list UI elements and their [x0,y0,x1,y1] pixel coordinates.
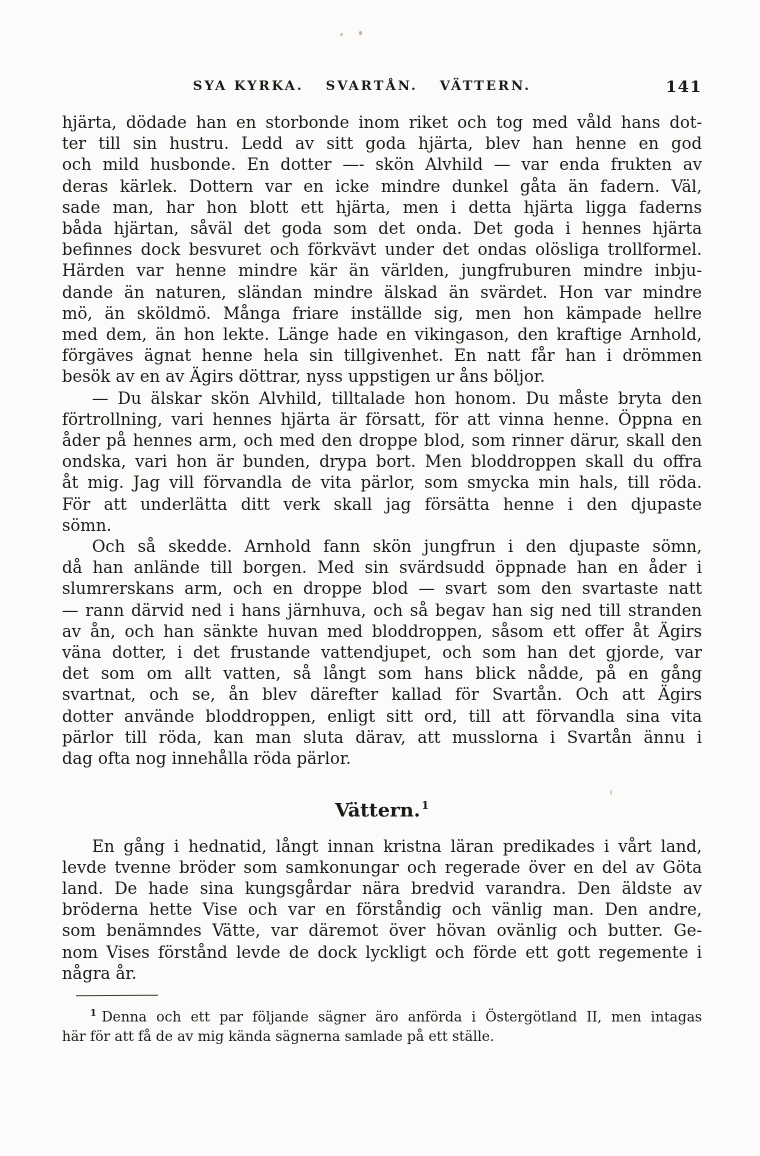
header-part-vattern: VÄTTERN. [439,79,532,94]
body-text [62,112,702,984]
text-line: nom Vises förstånd levde de dock lyckligt och förde ett gott regemente i [62,942,702,962]
text-line: några år. [62,963,137,983]
text-line: med dem, än hon lekte. Länge hade en vikingason, den kraftige Arnhold, [62,325,702,345]
text-line: För att underlätta ditt verk skall jag försätta henne i den djupaste [62,494,702,514]
header-part-sya-kyrka: SYA KYRKA. [192,79,304,94]
footnote-reference-mark: 1 [421,799,430,813]
text-block [62,78,702,1048]
text-line: det som om allt vatten, så långt som hans blick nådde, på en gång [62,664,702,684]
footnote-marker: 1 [90,1008,97,1020]
text-line: sade man, har hon blott ett hjärta, men i detta hjärta ligga faderns [62,197,702,217]
text-line: av ån, och han sänkte huvan med bloddroppen, såsom ett offer åt Ägirs [62,621,702,641]
section-heading-vattern [62,794,702,822]
text-line: besök av en av Ägirs döttrar, nyss uppstigen ur åns böljor. [62,367,546,387]
text-line: — rann därvid ned i hans järnhuva, och så begav han sig ned till stranden [62,600,702,620]
text-line: pärlor till röda, kan man sluta därav, att musslorna i Svartån ännu i [62,727,702,747]
text-line: slumrerskans arm, och en droppe blod — svart som den svartaste natt [62,579,702,599]
text-line: som benämndes Vätte, var däremot över hövan ovänlig och butter. Ge- [62,921,702,941]
text-line: och mild husbonde. En dotter —- skön Alvhild — var enda frukten av [62,155,702,175]
text-line: Härden var henne mindre kär än världen, jungfruburen mindre inbju- [62,261,702,281]
paragraph-svartan-dialogue [62,388,702,536]
paragraph-svartan-1 [62,112,702,388]
text-line: levde tvenne bröder som samkonungar och regerade över en del av Göta [62,857,702,877]
footnote [62,1004,702,1048]
running-header-titles [62,78,702,96]
text-line: En gång i hednatid, långt innan kristna läran predikades i vårt land, [92,836,702,856]
text-line: dande än naturen, sländan mindre älskad än svärdet. Hon var mindre [62,282,702,302]
text-line: åt mig. Jag vill förvandla de vita pärlor, som smycka min hals, till röda. [62,473,702,493]
text-line: ondska, vari hon är bunden, drypa bort. Men bloddroppen skall du offra [62,452,702,472]
text-line: bröderna hette Vise och var en förståndig och vänlig man. Den andre, [62,900,702,920]
header-part-svartan: SVARTÅN. [325,79,418,94]
footnote-line: här för att få de av mig kända sägnerna samlade på ett ställe. [62,1029,495,1046]
page-number: 141 [665,77,702,96]
text-line: — Du älskar skön Alvhild, tilltalade hon honom. Du måste bryta den [92,388,702,408]
text-line: väna dotter, i det frustande vattendjupet, och som han det gjorde, var [62,643,702,663]
scan-speck [340,33,343,36]
section-heading-text: Vättern. [334,799,421,822]
footnote-line [62,1004,702,1028]
running-header [62,78,702,98]
text-line: svartnat, och se, ån blev därefter kallad för Svartån. Och att Ägirs [62,685,702,705]
text-line: hjärta, dödade han en storbonde inom riket och tog med våld hans dot- [62,113,702,132]
text-line: dotter använde bloddroppen, enligt sitt ord, till att förvandla sina vita [62,706,702,726]
text-line: mö, än sköldmö. Många friare inställde sig, men hon kämpade hellre [62,303,702,323]
footnote-divider [76,995,158,997]
text-line: förtrollning, vari hennes hjärta är försatt, för att vinna henne. Öppna en [62,409,702,429]
text-line: Och så skedde. Arnhold fann skön jungfrun i den djupaste sömn, [92,537,702,557]
text-line: åder på hennes arm, och med den droppe blod, som rinner därur, skall den [62,431,702,451]
text-line: deras kärlek. Dottern var en icke mindre dunkel gåta än fadern. Väl, [62,176,702,196]
text-line: dag ofta nog innehålla röda pärlor. [62,749,352,769]
text-line: befinnes dock besvuret och förkvävt under det ondas olösliga trollformel. [62,240,702,260]
footnote-text: Denna och ett par följande sägner äro anförda i Östergötland II, men intagas [101,1009,702,1026]
text-line: då han anlände till borgen. Med sin svärdsudd öppnade han en åder i [62,558,702,578]
paragraph-svartan-2 [62,536,702,769]
text-line: ter till sin hustru. Ledd av sitt goda hjärta, blev han henne en god [62,134,702,154]
text-line: förgäves ägnat henne hela sin tillgivenhet. En natt får han i drömmen [62,346,702,366]
scan-speck [359,31,362,35]
paragraph-vattern-1 [62,836,702,984]
text-line: båda hjärtan, såväl det goda som det onda. Det goda i hennes hjärta [62,219,702,239]
text-line: land. De hade sina kungsgårdar nära bredvid varandra. Den äldste av [62,879,702,899]
text-line: sömn. [62,515,112,535]
